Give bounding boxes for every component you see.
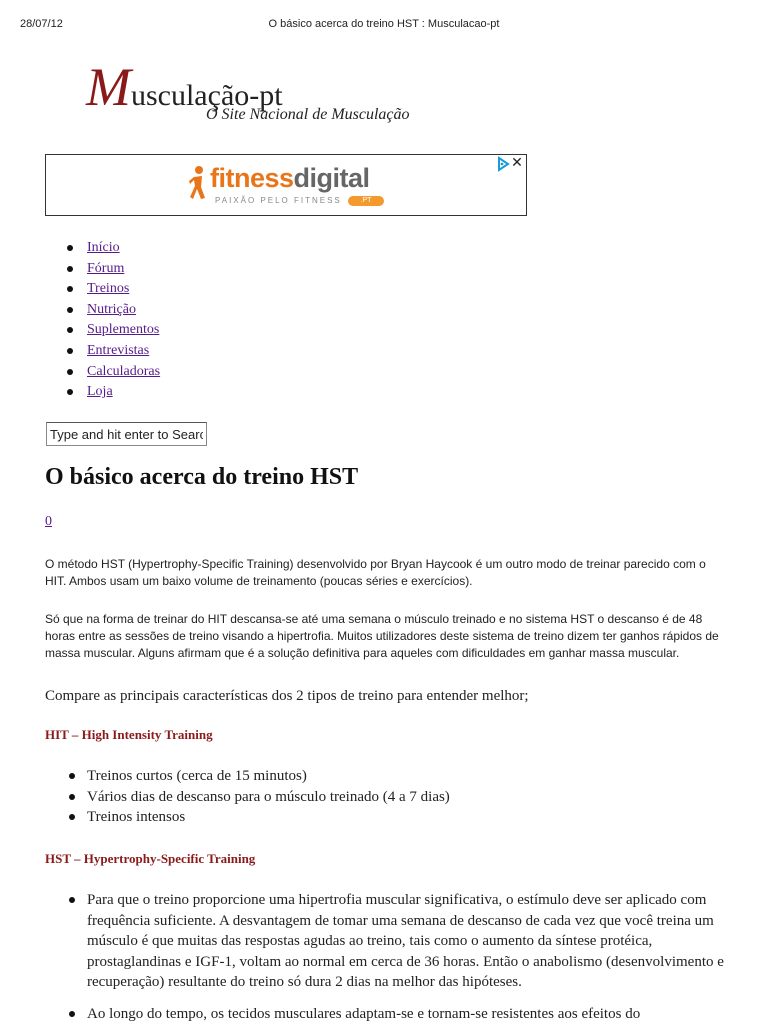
print-date: 28/07/12 [20, 18, 63, 30]
print-page-title: O básico acerca do treino HST : Musculacao-pt [268, 18, 500, 30]
article-paragraph-1: O método HST (Hypertrophy-Specific Training) desenvolvido por Bryan Haycook é um outro modo de treinar parecido com o HIT. Ambos usam um baixo volume de treinamento (poucas séries e exercícios). [45, 557, 706, 588]
list-item: Treinos curtos (cerca de 15 minutos) [0, 766, 727, 787]
nav-link-inicio[interactable]: Início [87, 240, 120, 255]
nav-item-treinos [0, 279, 160, 300]
list-item: Treinos intensos [0, 807, 727, 828]
nav-link-loja[interactable]: Loja [87, 384, 113, 400]
ad-brand [210, 163, 370, 194]
site-logo[interactable] [86, 56, 486, 136]
article-paragraph-2: Só que na forma de treinar do HIT descansa-se até uma semana o músculo treinado e no sistema HST o descanso é de 48 horas entre as sessões de treino visando a hipertrofia. Muitos utilizadores deste sistema de treino dizem ter ganhos rápidos de massa muscular. Alguns afirmam que é a solução definitiva para aqueles com dificuldades em ganhar massa muscular. [45, 612, 719, 660]
ad-banner[interactable] [45, 154, 527, 216]
nav-link-suplementos[interactable]: Suplementos [87, 322, 160, 338]
ad-slogan: PAIXÃO PELO FITNESS [215, 196, 342, 205]
article-lead: Compare as principais características dos 2 tipos de treino para entender melhor; [45, 688, 529, 704]
nav-item-inicio [0, 238, 160, 259]
main-nav [0, 238, 160, 403]
list-item: Vários dias de descanso para o músculo treinado (4 a 7 dias) [0, 787, 727, 808]
ad-controls [494, 156, 524, 172]
nav-item-nutricao [0, 300, 160, 321]
search-input[interactable] [46, 422, 207, 446]
article-title: O básico acerca do treino HST [45, 464, 359, 490]
close-icon[interactable]: ✕ [511, 155, 523, 171]
nav-link-treinos[interactable]: Treinos [87, 281, 130, 297]
nav-link-nutricao[interactable]: Nutrição [87, 301, 136, 317]
hit-list [0, 766, 727, 828]
nav-item-loja [0, 382, 160, 403]
nav-item-forum [0, 259, 160, 280]
nav-link-entrevistas[interactable]: Entrevistas [87, 342, 150, 358]
nav-item-entrevistas [0, 341, 160, 362]
nav-item-suplementos [0, 320, 160, 341]
logo-tagline: O Site Nacional de Musculação [206, 106, 410, 123]
nav-link-calculadoras[interactable]: Calculadoras [87, 363, 161, 379]
list-item: Para que o treino proporcione uma hipertrofia muscular significativa, o estímulo deve ser aplicado com frequência suficiente. A desvantagem de tomar uma semana de descanso de cada vez que você treina um músculo é que muitas das respostas agudas ao treino, tais como o aumento da síntese protéica, prostaglandinas e IGF-1, voltam ao normal em cerca de 36 horas. Então o anabolismo (desenvolvimento e recuperação) resultante do treino só dura 2 dias na melhor das hipóteses. [0, 890, 727, 993]
runner-icon [188, 165, 208, 205]
logo-name: usculação-pt [130, 79, 283, 112]
adchoices-icon[interactable] [496, 156, 510, 172]
nav-item-calculadoras [0, 362, 160, 383]
list-item: Ao longo do tempo, os tecidos musculares adaptam-se e tornam-se resistentes aos efeitos do [0, 1004, 727, 1025]
hst-heading: HST – Hypertrophy-Specific Training [45, 851, 256, 866]
ad-brand-fitness: fitness [210, 163, 294, 193]
ad-pt-badge: .PT [348, 196, 384, 206]
hst-list [0, 890, 727, 1036]
fitnessdigital-logo [188, 163, 388, 209]
comments-count-link[interactable]: 0 [45, 514, 52, 529]
hit-heading: HIT – High Intensity Training [45, 727, 213, 742]
logo-initial: M [86, 57, 131, 117]
ad-brand-digital: digital [293, 163, 370, 193]
nav-link-forum[interactable]: Fórum [87, 260, 125, 276]
